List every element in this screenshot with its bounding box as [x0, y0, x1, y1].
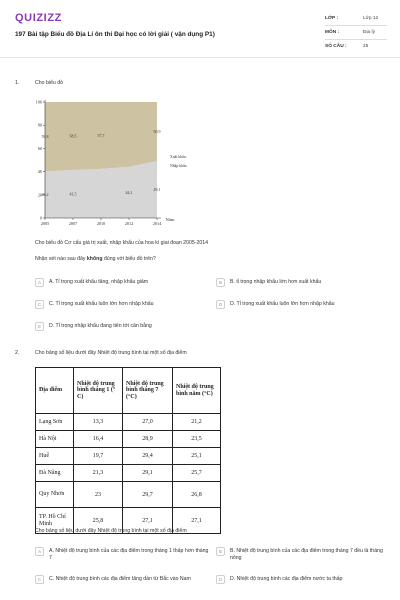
- table-cell: 27,1: [123, 508, 173, 534]
- data-label-export: 49,1: [153, 187, 161, 193]
- y-tick-label: 100: [35, 99, 42, 105]
- data-label-export: 40,2: [41, 192, 49, 198]
- x-tick-label: 2007: [68, 221, 78, 226]
- temperature-table: [35, 367, 221, 534]
- y-tick-label: 0: [39, 215, 42, 221]
- import-export-area-chart: [30, 96, 200, 234]
- table-cell-place: Hà Nội: [36, 431, 74, 448]
- meta-divider: [325, 39, 387, 40]
- q1-option-b[interactable]: [216, 279, 391, 287]
- table-cell-place: Quy Nhơn: [36, 482, 74, 508]
- y-tick-label: 40: [37, 169, 42, 175]
- question-2-text: Cho bảng số liệu dưới đây Nhiệt độ trung bình tại một số địa điểm: [35, 350, 187, 356]
- option-letter-badge: D: [216, 300, 225, 309]
- meta-subject-value: Địa lý: [363, 30, 375, 35]
- data-label-export: 44,1: [125, 189, 133, 195]
- option-letter-badge: E: [35, 322, 44, 331]
- q2-option-d[interactable]: [216, 576, 386, 584]
- table-row: [36, 465, 221, 482]
- option-text: C. Tỉ trọng xuất khẩu luôn lớn hơn nhập khẩu: [49, 301, 154, 307]
- x-tick-label: 2005: [40, 221, 50, 226]
- table-cell: 19,7: [74, 448, 123, 465]
- option-letter-badge: C: [35, 300, 44, 309]
- option-letter-badge: D: [216, 575, 225, 584]
- option-letter-badge: A: [35, 278, 44, 287]
- prompt-after: đúng với biểu đồ trên?: [102, 256, 156, 262]
- document-title: 197 Bài tập Biểu đồ Địa Lí ôn thi Đại học có lời giải ( vận dụng P1): [15, 31, 215, 38]
- table-cell-place: Huế: [36, 448, 74, 465]
- quizizz-logo[interactable]: QUIZIZZ: [15, 12, 62, 24]
- q1-option-e[interactable]: [35, 323, 210, 331]
- question-2-caption: Cho bảng số liệu dưới đây Nhiệt độ trung bình tại một số địa điểm: [35, 528, 187, 534]
- table-cell-place: TP. Hồ Chí Minh: [36, 508, 74, 534]
- meta-count-key: SỐ CÂU :: [325, 44, 347, 49]
- option-letter-badge: C: [35, 575, 44, 584]
- x-tick-label: 2014: [152, 221, 162, 226]
- table-row: [36, 431, 221, 448]
- option-text: D. Tỉ trọng nhập khẩu đang tiến tới cân bằng: [49, 323, 152, 329]
- y-tick-label: 20: [37, 192, 42, 198]
- option-letter-badge: B: [216, 278, 225, 287]
- table-cell: 23: [74, 482, 123, 508]
- table-row: [36, 448, 221, 465]
- data-label-export: 41,5: [69, 191, 77, 197]
- meta-count-value: 25: [363, 44, 369, 49]
- table-cell: 27,0: [123, 414, 173, 431]
- meta-class-key: LỚP :: [325, 16, 339, 21]
- question-1-number: 1.: [15, 80, 20, 86]
- data-label-import: 58,5: [69, 133, 77, 139]
- table-header-cell: Nhiệt độ trung bình tháng 7 (°C): [123, 368, 173, 414]
- option-text: C. Nhiệt độ trung bình các địa điểm tăng dần từ Bắc vào Nam: [49, 576, 191, 582]
- x-tick-label: 2012: [124, 221, 134, 226]
- prompt-bold: không: [86, 256, 103, 262]
- data-label-import: 50,9: [153, 129, 161, 135]
- table-cell: 29,7: [123, 482, 173, 508]
- option-text: A. Tỉ trọng xuất khẩu tăng, nhập khẩu giảm: [49, 279, 149, 285]
- table-cell: 23,5: [173, 431, 221, 448]
- table-row: [36, 414, 221, 431]
- option-text: B. tỉ trọng nhập khẩu lớn hơn xuất khẩu: [230, 279, 322, 285]
- prompt-before: Nhận xét nào sau đây: [35, 256, 87, 262]
- q2-option-b[interactable]: [216, 548, 386, 562]
- table-cell: 29,4: [123, 448, 173, 465]
- table-row: [36, 482, 221, 508]
- legend-item-import: Nhập khẩu: [170, 164, 187, 168]
- table-cell: 25,8: [74, 508, 123, 534]
- q1-option-c[interactable]: [35, 301, 210, 309]
- table-cell-place: Lạng Sơn: [36, 414, 74, 431]
- question-1-caption: Cho biểu đồ Cơ cấu giá trị xuất, nhập khẩu của hoa kì giai đoạn 2005-2014: [35, 240, 208, 246]
- q2-option-c[interactable]: [35, 576, 210, 584]
- table-cell: 28,9: [123, 431, 173, 448]
- meta-class-value: Lớp 12: [363, 16, 379, 21]
- q2-option-a[interactable]: [35, 548, 210, 562]
- y-tick-label: 80: [37, 122, 42, 128]
- table-header-cell: Địa điểm: [36, 368, 74, 414]
- option-letter-badge: A: [35, 547, 44, 556]
- table-cell: 25,7: [173, 465, 221, 482]
- document-header: [0, 0, 400, 58]
- x-tick-label: 2010: [96, 221, 106, 226]
- option-text: B. Nhiệt độ trung bình của các địa điểm trong tháng 7 đều là tháng nóng: [230, 548, 383, 561]
- table-header-cell: Nhiệt độ trung bình năm (°C): [173, 368, 221, 414]
- meta-divider: [325, 25, 387, 26]
- table-cell: 27,1: [173, 508, 221, 534]
- y-tick-label: 60: [37, 145, 42, 151]
- table-cell: 13,3: [74, 414, 123, 431]
- q1-option-a[interactable]: [35, 279, 210, 287]
- option-text: D. Tỉ trọng xuất khẩu luôn lớn hơn nhập khẩu: [230, 301, 335, 307]
- table-header-cell: Nhiệt độ trung bình tháng 1 (° C): [74, 368, 123, 414]
- table-cell: 25,1: [173, 448, 221, 465]
- data-label-import: 59,8: [41, 134, 49, 140]
- q1-option-d[interactable]: [216, 301, 396, 309]
- question-1-text: Cho biểu đồ: [35, 80, 63, 86]
- table-header-row: [36, 368, 221, 414]
- data-label-import: 57,7: [97, 132, 105, 138]
- question-2-number: 2.: [15, 350, 20, 356]
- table-cell: 26,8: [173, 482, 221, 508]
- question-1-prompt: [35, 256, 156, 262]
- table-cell: 16,4: [74, 431, 123, 448]
- table-cell: 21,3: [74, 465, 123, 482]
- legend-item-export: Xuất khẩu: [170, 155, 186, 159]
- option-text: A. Nhiệt độ trung bình của các địa điểm trong tháng 1 thấp hơn tháng 7: [49, 548, 209, 561]
- option-letter-badge: B: [216, 547, 225, 556]
- table-cell: 21,2: [173, 414, 221, 431]
- option-text: D. Nhiệt độ trung bình các địa điểm nước ta thấp: [230, 576, 343, 582]
- x-axis-title: Năm: [165, 217, 175, 222]
- meta-subject-key: MÔN :: [325, 30, 340, 35]
- table-cell: 29,1: [123, 465, 173, 482]
- table-cell-place: Đà Nẵng: [36, 465, 74, 482]
